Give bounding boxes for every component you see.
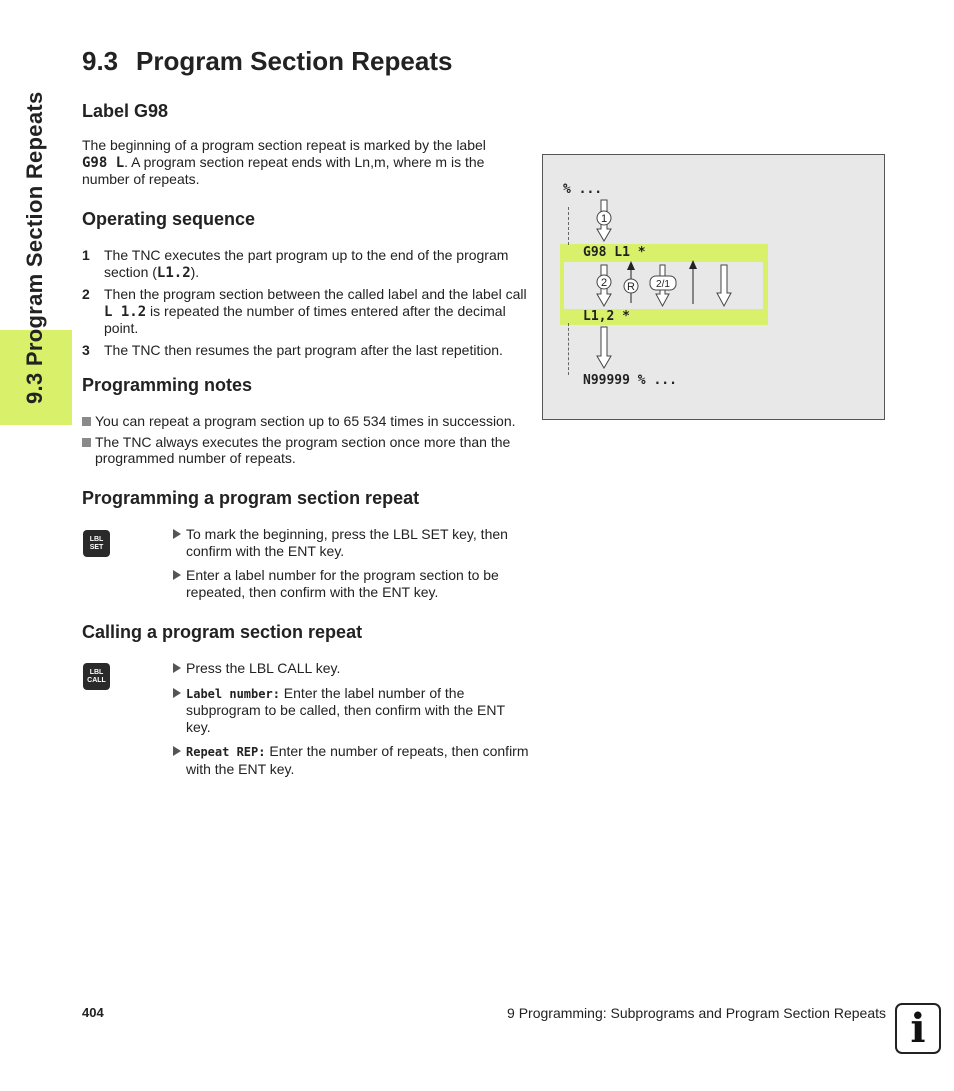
up-arrow-head (627, 261, 635, 270)
code-line-end: N99999 % ... (583, 373, 677, 388)
programming-repeat-heading: Programming a program section repeat (82, 488, 420, 508)
list-item (82, 413, 532, 430)
marker-r-label: R (627, 281, 635, 293)
step-item (172, 660, 532, 677)
label-g98-code: G98 L (82, 154, 125, 171)
list-item (82, 434, 532, 467)
up-arrow-head (689, 260, 697, 269)
step-arrow-icon (173, 529, 181, 539)
item-text: Then the program section between the called label and the label call (104, 286, 527, 302)
section-number: 9.3 (82, 46, 119, 76)
programming-notes-list (82, 413, 532, 471)
calling-repeat-steps (172, 660, 532, 785)
page-title (82, 46, 452, 77)
item-number: 3 (82, 341, 90, 358)
page-number: 404 (82, 1005, 104, 1020)
programming-repeat-steps (172, 526, 532, 608)
list-item (82, 247, 527, 281)
item-text: is repeated the number of times entered after the decimal point. (104, 302, 506, 336)
info-glyph: i (910, 1005, 926, 1052)
down-arrow-icon (597, 327, 611, 368)
key-label-line: LBL (89, 535, 104, 543)
label-g98-text-1: The beginning of a program section repeat is marked by the label (82, 137, 486, 153)
key-label-line: LBL (89, 668, 104, 676)
marker-21-label: 2/1 (656, 279, 670, 290)
down-arrow-icon (717, 265, 731, 306)
info-icon (895, 1003, 941, 1054)
operating-sequence-list (82, 247, 527, 363)
list-item (82, 342, 527, 359)
step-item (172, 685, 532, 736)
step-text: Enter the label number of the subprogram to be called, then confirm with the ENT key. (186, 684, 505, 735)
item-text: The TNC then resumes the part program after the last repetition. (104, 341, 503, 358)
step-text: Enter the number of repeats, then confirm with the ENT key. (186, 743, 529, 777)
marker-1-label: 1 (600, 213, 608, 225)
step-text: To mark the beginning, press the LBL SET key, then confirm with the ENT key. (186, 526, 508, 559)
operating-sequence-heading: Operating sequence (82, 209, 256, 229)
step-text: Enter a label number for the program section to be repeated, then confirm with the ENT key. (186, 567, 499, 600)
calling-repeat-heading: Calling a program section repeat (82, 622, 363, 642)
step-code: Repeat REP: (186, 745, 266, 759)
item-code: L 1.2 (104, 303, 147, 320)
program-flow-diagram (542, 154, 885, 420)
chapter-title: 9 Programming: Subprograms and Program Section Repeats (507, 1005, 886, 1021)
item-text: The TNC executes the part program up to the end of the program section ( (104, 247, 509, 280)
step-item (172, 567, 532, 600)
step-text: Press the LBL CALL key. (186, 660, 341, 676)
step-item (172, 526, 532, 559)
key-label-line: SET (89, 543, 104, 551)
label-g98-text-2: . A program section repeat ends with Ln,m, where m is the number of repeats. (82, 153, 485, 187)
item-number: 1 (82, 247, 90, 263)
bullet-icon (82, 417, 91, 426)
label-g98-paragraph (82, 137, 512, 188)
item-number: 2 (82, 286, 90, 302)
side-tab (0, 0, 72, 425)
marker-2-label: 2 (600, 277, 608, 289)
step-arrow-icon (173, 746, 181, 756)
code-line-call: L1,2 * (583, 309, 630, 324)
flow-arrows (543, 155, 884, 419)
code-line-start: % ... (563, 182, 603, 197)
bullet-icon (82, 438, 91, 447)
step-arrow-icon (173, 570, 181, 580)
step-arrow-icon (173, 688, 181, 698)
programming-notes-heading: Programming notes (82, 375, 253, 395)
item-text: ). (190, 263, 200, 280)
section-title: Program Section Repeats (136, 46, 453, 76)
item-code: L1.2 (156, 264, 191, 281)
side-tab-label: 9.3 Program Section Repeats (22, 91, 47, 404)
label-g98-heading: Label G98 (82, 101, 169, 121)
step-item (172, 743, 532, 777)
list-item (82, 286, 527, 337)
lbl-set-key-icon (83, 530, 110, 557)
step-code: Label number: (186, 686, 280, 701)
note-text: The TNC always executes the program section once more than the programmed number of repeats. (95, 433, 511, 466)
key-label-line: CALL (87, 676, 106, 684)
note-text: You can repeat a program section up to 65 534 times in succession. (95, 413, 516, 429)
lbl-call-key-icon (83, 663, 110, 690)
code-line-label: G98 L1 * (583, 245, 646, 260)
step-arrow-icon (173, 663, 181, 673)
